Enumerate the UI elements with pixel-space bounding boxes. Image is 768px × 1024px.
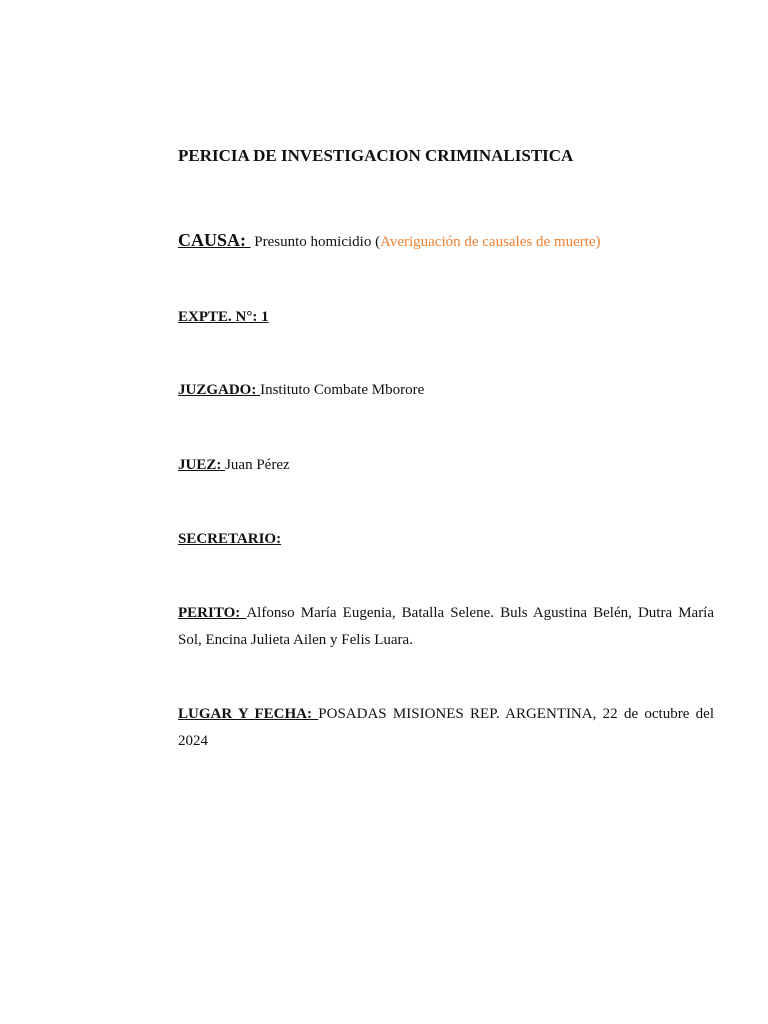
document-title: PERICIA DE INVESTIGACION CRIMINALISTICA <box>178 146 574 165</box>
secretario-field <box>178 526 714 553</box>
causa-value: Presunto homicidio <box>254 234 376 250</box>
juez-field <box>178 452 714 479</box>
perito-label: PERITO: <box>178 605 247 621</box>
juez-label: JUEZ: <box>178 457 226 473</box>
secretario-label: SECRETARIO: <box>178 531 282 547</box>
expte-label: EXPTE. N°: 1 <box>178 309 269 325</box>
perito-field <box>178 600 714 654</box>
lugar-fecha-value: POSADAS MISIONES REP. ARGENTINA, 22 de octubre del 2024 <box>178 706 714 749</box>
lugar-fecha-label: LUGAR Y FECHA: <box>178 706 319 722</box>
causa-highlight: Averiguación de causales de muerte) <box>380 234 601 250</box>
lugar-fecha-field <box>178 701 714 755</box>
juzgado-field <box>178 377 714 404</box>
causa-field <box>178 227 714 256</box>
causa-paren: ( <box>375 234 381 250</box>
perito-value: Alfonso María Eugenia, Batalla Selene. Buls Agustina Belén, Dutra María Sol, Encina Julieta Ailen y Felis Luara. <box>178 605 715 648</box>
expte-field <box>178 304 714 331</box>
juzgado-value: Instituto Combate Mborore <box>260 382 425 398</box>
juez-value: Juan Pérez <box>225 457 290 473</box>
causa-label: CAUSA: <box>178 230 251 250</box>
juzgado-label: JUZGADO: <box>178 382 261 398</box>
